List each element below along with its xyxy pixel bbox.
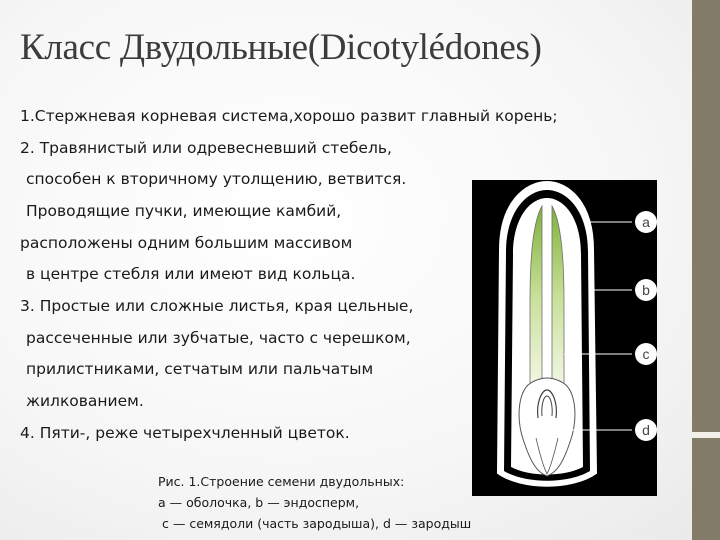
svg-text:a: a <box>642 214 650 230</box>
label-c <box>635 343 657 365</box>
label-d <box>635 419 657 441</box>
accent-bar-notch <box>692 432 720 438</box>
slide-title: Класс Двудольные(Dicotylédones) <box>20 27 542 68</box>
text-line-7: 3. Простые или сложные листья, края цельные, <box>20 297 414 315</box>
text-line-2: 2. Травянистый или одревесневший стебель, <box>20 139 392 157</box>
text-line-4: Проводящие пучки, имеющие камбий, <box>26 202 342 220</box>
right-accent-bar <box>692 0 720 540</box>
text-line-10: жилкованием. <box>26 392 144 410</box>
caption-line-3: с — семядоли (часть зародыша), d — зародыш <box>162 516 472 531</box>
caption-line-2: а — оболочка, b — эндосперм, <box>158 495 360 510</box>
seed-diagram <box>472 180 657 496</box>
caption-line-1: Рис. 1.Строение семени двудольных: <box>158 474 405 489</box>
label-b <box>635 279 657 301</box>
text-line-6: в центре стебля или имеют вид кольца. <box>26 265 356 283</box>
text-line-1: 1.Стержневая корневая система,хорошо развит главный корень; <box>20 107 558 125</box>
svg-text:d: d <box>642 422 650 438</box>
text-line-9: прилистниками, сетчатым или пальчатым <box>26 360 374 378</box>
text-line-5: расположены одним большим массивом <box>20 234 353 252</box>
svg-text:b: b <box>642 282 650 298</box>
svg-text:c: c <box>642 346 650 362</box>
label-a <box>635 211 657 233</box>
text-line-8: рассеченные или зубчатые, часто с черешком, <box>26 329 411 347</box>
text-line-3: способен к вторичному утолщению, ветвится. <box>26 170 407 188</box>
text-line-11: 4. Пяти-, реже четырехчленный цветок. <box>20 424 350 442</box>
